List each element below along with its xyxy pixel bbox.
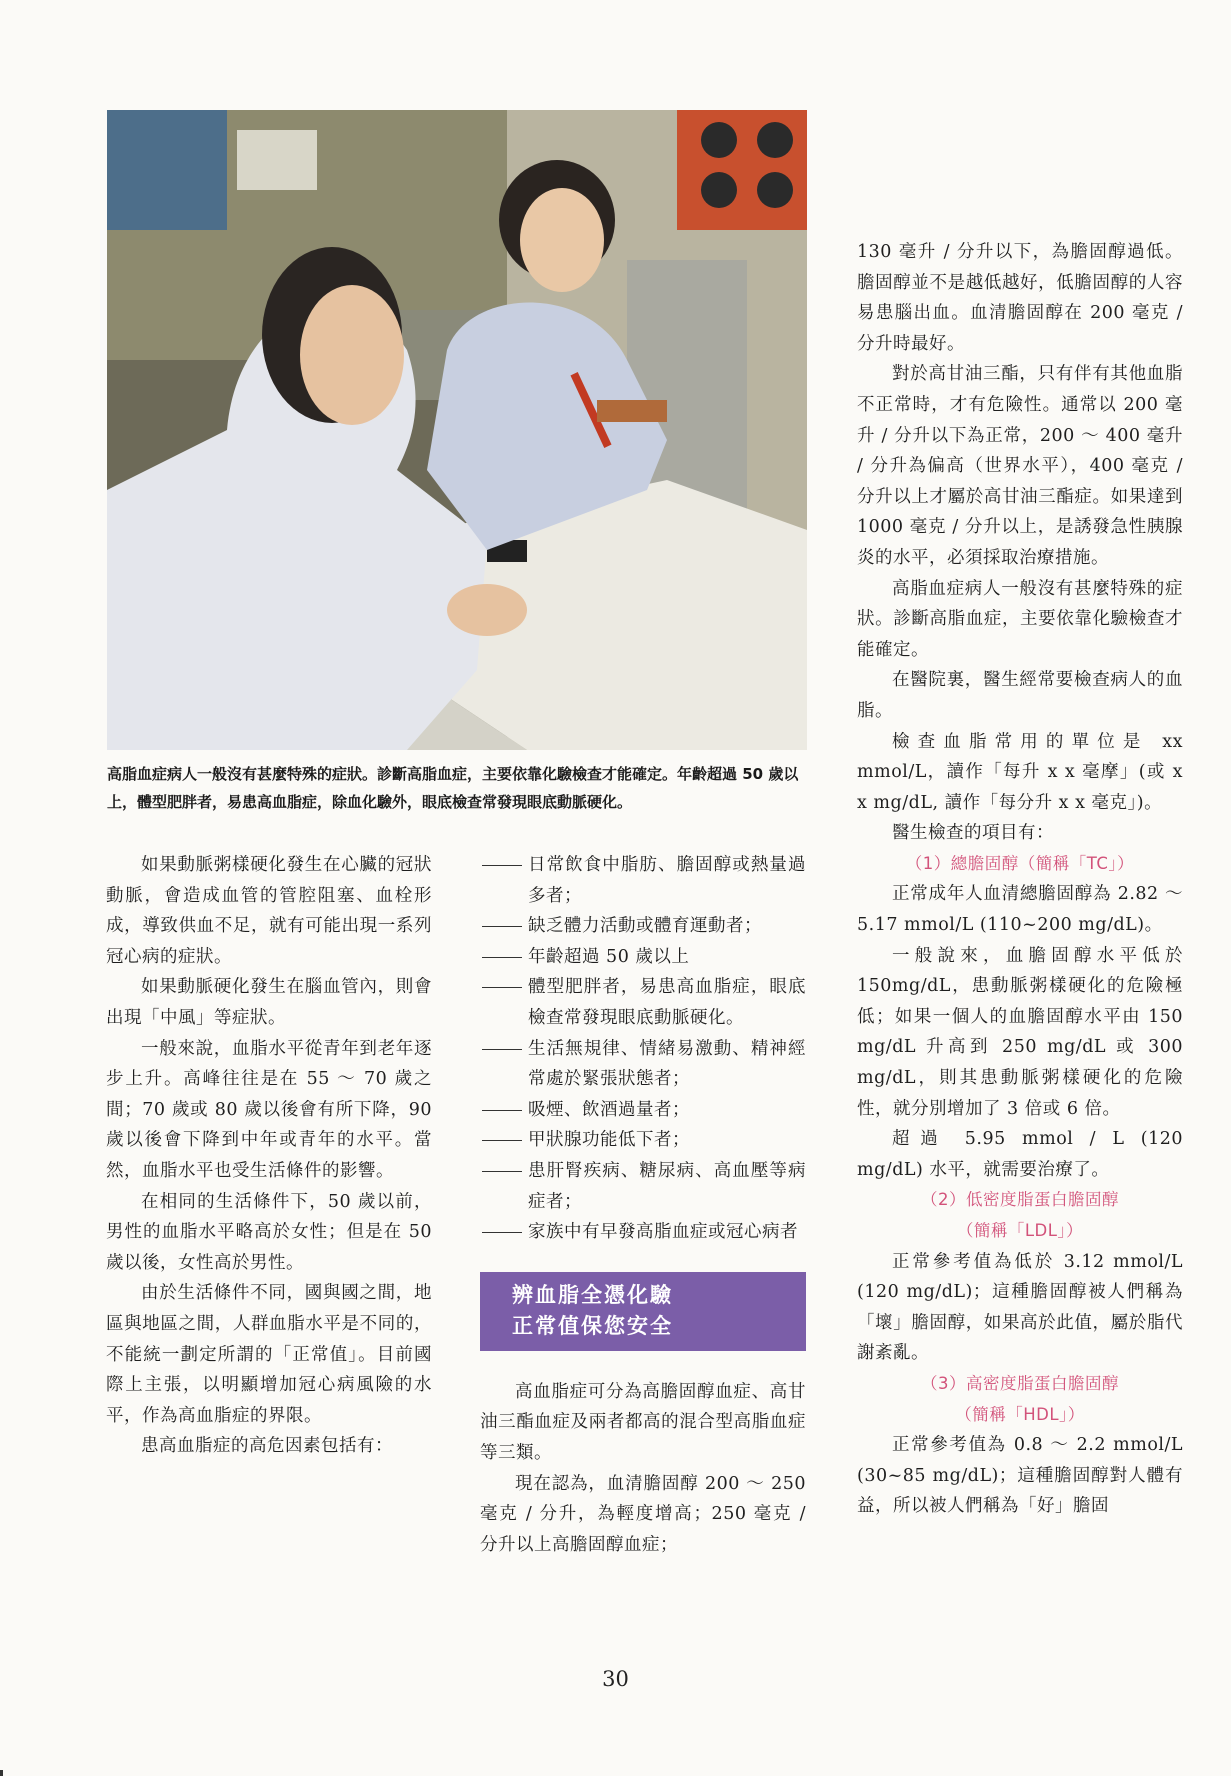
lab-photo	[107, 110, 807, 750]
section-heading-line: 正常值保您安全	[512, 1313, 673, 1338]
paragraph: 由於生活條件不同，國與國之間，地區與地區之間，人群血脂水平是不同的，不能統一劃定所謂的「正常值」。目前國際上主張，以明顯增加冠心病風險的水平，作為高血脂症的界限。	[106, 1283, 432, 1426]
section-heading-line: 辨血脂全憑化驗	[512, 1282, 673, 1307]
left-column	[106, 850, 432, 1462]
paragraph: 130 毫升 / 分升以下，為膽固醇過低。膽固醇並不是越低越好，低膽固醇的人容易患腦出血。血清膽固醇在 200 毫克 / 分升時最好。	[857, 242, 1183, 354]
paragraph: 在相同的生活條件下，50 歲以前，男性的血脂水平略高於女性；但是在 50 歲以後，女性高於男性。	[106, 1191, 432, 1273]
hdl-subheading-abbr: （簡稱「HDL」）	[955, 1404, 1085, 1424]
list-item: 缺乏體力活動或體育運動者；	[480, 911, 806, 942]
paragraph: 患高血脂症的高危因素包括有：	[141, 1436, 393, 1457]
paragraph: 如果動脈硬化發生在腦血管內，則會出現「中風」等症狀。	[106, 977, 432, 1028]
list-item: 日常飲食中脂肪、膽固醇或熱量過多者；	[480, 850, 806, 911]
list-item: 年齡超過 50 歲以上	[480, 942, 806, 973]
list-item: 患肝腎疾病、糖尿病、高血壓等病症者；	[480, 1156, 806, 1217]
list-item: 家族中有早發高脂血症或冠心病者	[480, 1217, 806, 1248]
list-item: 甲狀腺功能低下者；	[480, 1125, 806, 1156]
ldl-subheading: （2）低密度脂蛋白膽固醇	[921, 1190, 1119, 1210]
paragraph: 超過 5.95 mmol / L (120 mg/dL) 水平，就需要治療了。	[857, 1129, 1183, 1180]
paragraph: 在醫院裏，醫生經常要檢查病人的血脂。	[857, 670, 1183, 721]
paragraph: 如果動脈粥樣硬化發生在心臟的冠狀動脈，會造成血管的管腔阻塞、血栓形成，導致供血不足，就有可能出現一系列冠心病的症狀。	[106, 855, 432, 967]
section-heading	[480, 1272, 806, 1351]
paragraph: 高脂血症病人一般沒有甚麼特殊的症狀。診斷高脂血症，主要依靠化驗檢查才能確定。	[857, 578, 1183, 660]
scan-mark	[0, 1770, 3, 1776]
tc-subheading: （1）總膽固醇（簡稱「TC」）	[905, 853, 1135, 873]
right-column	[857, 237, 1183, 1522]
paragraph: 正常參考值為低於 3.12 mmol/L (120 mg/dL)；這種膽固醇被人們稱為「壞」膽固醇，如果高於此值，屬於脂代謝紊亂。	[857, 1251, 1183, 1364]
paragraph: 一般來說，血脂水平從青年到老年逐步上升。高峰往往是在 55 ～ 70 歲之間；70 歲或 80 歲以後會有所下降，90 歲以後會下降到中年或青年的水平。當然，血脂水平也受生活條件的影響。	[106, 1038, 432, 1181]
ldl-subheading-abbr: （簡稱「LDL」）	[956, 1221, 1084, 1240]
hdl-subheading: （3）高密度脂蛋白膽固醇	[921, 1373, 1119, 1393]
paragraph: 正常參考值為 0.8 ～ 2.2 mmol/L (30~85 mg/dL)；這種膽固醇對人體有益，所以被人們稱為「好」膽固	[857, 1435, 1183, 1517]
paragraph: 對於高甘油三酯，只有伴有其他血脂不正常時，才有危險性。通常以 200 毫升 / 分升以下為正常，200 ～ 400 毫升 / 分升為偏高（世界水平），400 毫克 / 分升以上才屬於高甘油三酯症。如果達到 1000 毫克 / 分升以上，是誘發急性胰腺炎的水平，必須採取治療措施。	[857, 364, 1183, 568]
list-item: 吸煙、飲酒過量者；	[480, 1095, 806, 1126]
paragraph: 高血脂症可分為高膽固醇血症、高甘油三酯血症及兩者都高的混合型高脂血症等三類。	[480, 1381, 806, 1463]
paragraph: 檢查血脂常用的單位是 xx mmol/L，讀作「每升 x x 毫摩」(或 x x mg/dL, 讀作「每分升 x x 毫克」)。	[857, 731, 1183, 813]
photo-caption: 高脂血症病人一般沒有甚麼特殊的症狀。診斷高脂血症，主要依靠化驗檢查才能確定。年齡超過 50 歲以上，體型肥胖者，易患高血脂症，除血化驗外，眼底檢查常發現眼底動脈硬化。	[107, 765, 799, 811]
paragraph: 現在認為，血清膽固醇 200 ～ 250 毫克 / 分升，為輕度增高；250 毫克 / 分升以上高膽固醇血症；	[480, 1473, 806, 1555]
list-item: 生活無規律、情緒易激動、精神經常處於緊張狀態者；	[480, 1034, 806, 1095]
page-number: 30	[602, 1667, 629, 1691]
middle-column	[480, 850, 806, 1560]
paragraph: 醫生檢查的項目有：	[892, 823, 1054, 844]
list-item: 體型肥胖者，易患高血脂症，眼底檢查常發現眼底動脈硬化。	[480, 972, 806, 1033]
risk-factor-list	[480, 850, 806, 1248]
paragraph: 正常成年人血清總膽固醇為 2.82 ～ 5.17 mmol/L (110~200 mg/dL)。	[857, 884, 1183, 936]
paragraph: 一般說來，血膽固醇水平低於 150mg/dL，患動脈粥樣硬化的危險極低；如果一個人的血膽固醇水平由 150 mg/dL 升高到 250 mg/dL 或 300 mg/dL，則其患動脈粥樣硬化的危險性，就分別增加了 3 倍或 6 倍。	[857, 945, 1183, 1119]
